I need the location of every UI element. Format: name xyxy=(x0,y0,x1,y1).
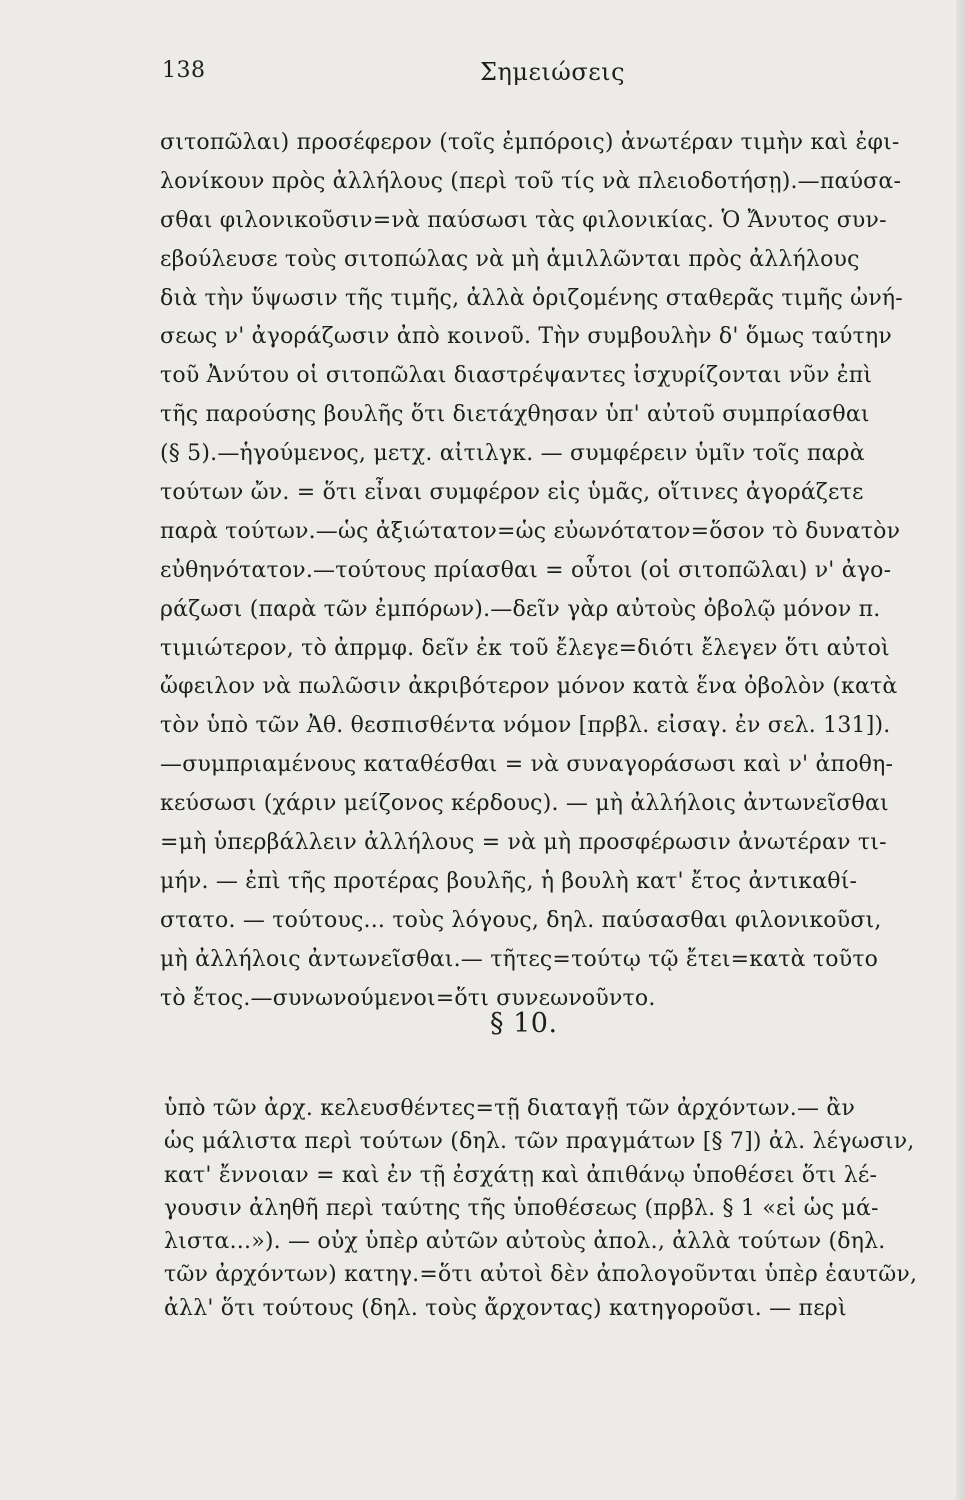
section-notes-paragraph xyxy=(164,1092,922,1325)
text-line: τιμιώτερον, τὸ ἀπρμφ. δεῖν ἐκ τοῦ ἔλεγε=διότι ἔλεγεν ὅτι αὐτοὶ xyxy=(160,635,890,661)
text-line: κατ' ἔννοιαν = καὶ ἐν τῇ ἐσχάτῃ καὶ ἀπιθάνῳ ὑποθέσει ὅτι λέ- xyxy=(164,1162,878,1188)
text-line: ράζωσι (παρὰ τῶν ἐμπόρων).—δεῖν γὰρ αὐτοὺς ὀβολῷ μόνον π. xyxy=(160,596,881,622)
text-line: μὴ ἀλλήλοις ἀντωνεῖσθαι.— τῆτες=τούτῳ τῷ ἔτει=κατὰ τοῦτο xyxy=(160,946,879,972)
text-line: εβούλευσε τοὺς σιτοπώλας νὰ μὴ ἁμιλλῶνται πρὸς ἀλλήλους xyxy=(160,246,860,272)
text-line: εὐθηνότατον.—τούτους πρίασθαι = οὗτοι (οἱ σιτοπῶλαι) ν' ἀγο- xyxy=(160,557,892,583)
text-line: τῆς παρούσης βουλῆς ὅτι διετάχθησαν ὑπ' αὐτοῦ συμπρίασθαι xyxy=(160,402,870,428)
running-head: Σημειώσεις xyxy=(480,58,626,86)
text-line: διὰ τὴν ὕψωσιν τῆς τιμῆς, ἀλλὰ ὁριζομένης σταθερᾶς τιμῆς ὠνή- xyxy=(160,285,903,311)
text-line: (§ 5).—ἡγούμενος, μετχ. αἰτιλγκ. — συμφέρειν ὑμῖν τοῖς παρὰ xyxy=(160,441,865,467)
notes-paragraph xyxy=(160,124,922,1018)
text-line: —συμπριαμένους καταθέσθαι = νὰ συναγοράσωσι καὶ ν' ἀποθη- xyxy=(160,752,894,778)
text-line: ἀλλ' ὅτι τούτους (δηλ. τοὺς ἄρχοντας) κατηγοροῦσι. — περὶ xyxy=(164,1295,847,1321)
page-edge-shadow xyxy=(956,0,966,1500)
text-line: τὸν ὑπὸ τῶν Ἀθ. θεσπισθέντα νόμον [πρβλ. εἰσαγ. ἐν σελ. 131]). xyxy=(160,713,891,739)
text-line: λιστα...»). — οὐχ ὑπὲρ αὐτῶν αὐτοὺς ἀπολ., ἀλλὰ τούτων (δηλ. xyxy=(164,1229,886,1255)
text-line: σεως ν' ἀγοράζωσιν ἀπὸ κοινοῦ. Τὴν συμβουλὴν δ' ὅμως ταύτην xyxy=(160,324,892,350)
text-line: μήν. — ἐπὶ τῆς προτέρας βουλῆς, ἡ βουλὴ κατ' ἔτος ἀντικαθί- xyxy=(160,868,858,894)
text-line: τὸ ἔτος.—συνωνούμενοι=ὅτι συνεωνοῦντο. xyxy=(160,985,656,1011)
text-line: γουσιν ἀληθῆ περὶ ταύτης τῆς ὑποθέσεως (πρβλ. § 1 «εἰ ὡς μά- xyxy=(164,1195,879,1221)
text-line: κεύσωσι (χάριν μείζονος κέρδους). — μὴ ἀλλήλοις ἀντωνεῖσθαι xyxy=(160,791,889,817)
text-line: τῶν ἀρχόντων) κατηγ.=ὅτι αὐτοὶ δὲν ἀπολογοῦνται ὑπὲρ ἑαυτῶν, xyxy=(164,1262,918,1288)
text-line: τούτων ὤν. = ὅτι εἶναι συμφέρον εἰς ὑμᾶς, οἵτινες ἀγοράζετε xyxy=(160,480,864,506)
text-line: παρὰ τούτων.—ὡς ἀξιώτατον=ὡς εὐωνότατον=ὅσον τὸ δυνατὸν xyxy=(160,518,901,544)
text-line: τοῦ Ἀνύτου οἱ σιτοπῶλαι διαστρέψαντες ἰσχυρίζονται νῦν ἐπὶ xyxy=(160,363,873,389)
text-line: ὤφειλον νὰ πωλῶσιν ἀκριβότερον μόνον κατὰ ἕνα ὀβολὸν (κατὰ xyxy=(160,674,898,700)
text-line: =μὴ ὑπερβάλλειν ἀλλήλους = νὰ μὴ προσφέρωσιν ἀνωτέραν τι- xyxy=(160,830,887,856)
page-header xyxy=(162,58,802,98)
page-number: 138 xyxy=(162,58,206,83)
text-line: σιτοπῶλαι) προσέφερον (τοῖς ἐμπόροις) ἀνωτέραν τιμὴν καὶ ἐφι- xyxy=(160,130,900,155)
section-heading: § 10. xyxy=(490,1008,558,1039)
text-line: ὑπὸ τῶν ἀρχ. κελευσθέντες=τῇ διαταγῇ τῶν ἀρχόντων.— ἂν xyxy=(164,1096,856,1121)
text-line: σθαι φιλονικοῦσιν=νὰ παύσωσι τὰς φιλονικίας. Ὁ Ἄνυτος συν- xyxy=(160,207,887,233)
text-line: λονίκουν πρὸς ἀλλήλους (περὶ τοῦ τίς νὰ πλειοδοτήσῃ).—παύσα- xyxy=(160,168,902,194)
text-line: στατο. — τούτους... τοὺς λόγους, δηλ. παύσασθαι φιλονικοῦσι, xyxy=(160,907,882,933)
text-line: ὡς μάλιστα περὶ τούτων (δηλ. τῶν πραγμάτων [§ 7]) ἀλ. λέγωσιν, xyxy=(164,1129,915,1155)
